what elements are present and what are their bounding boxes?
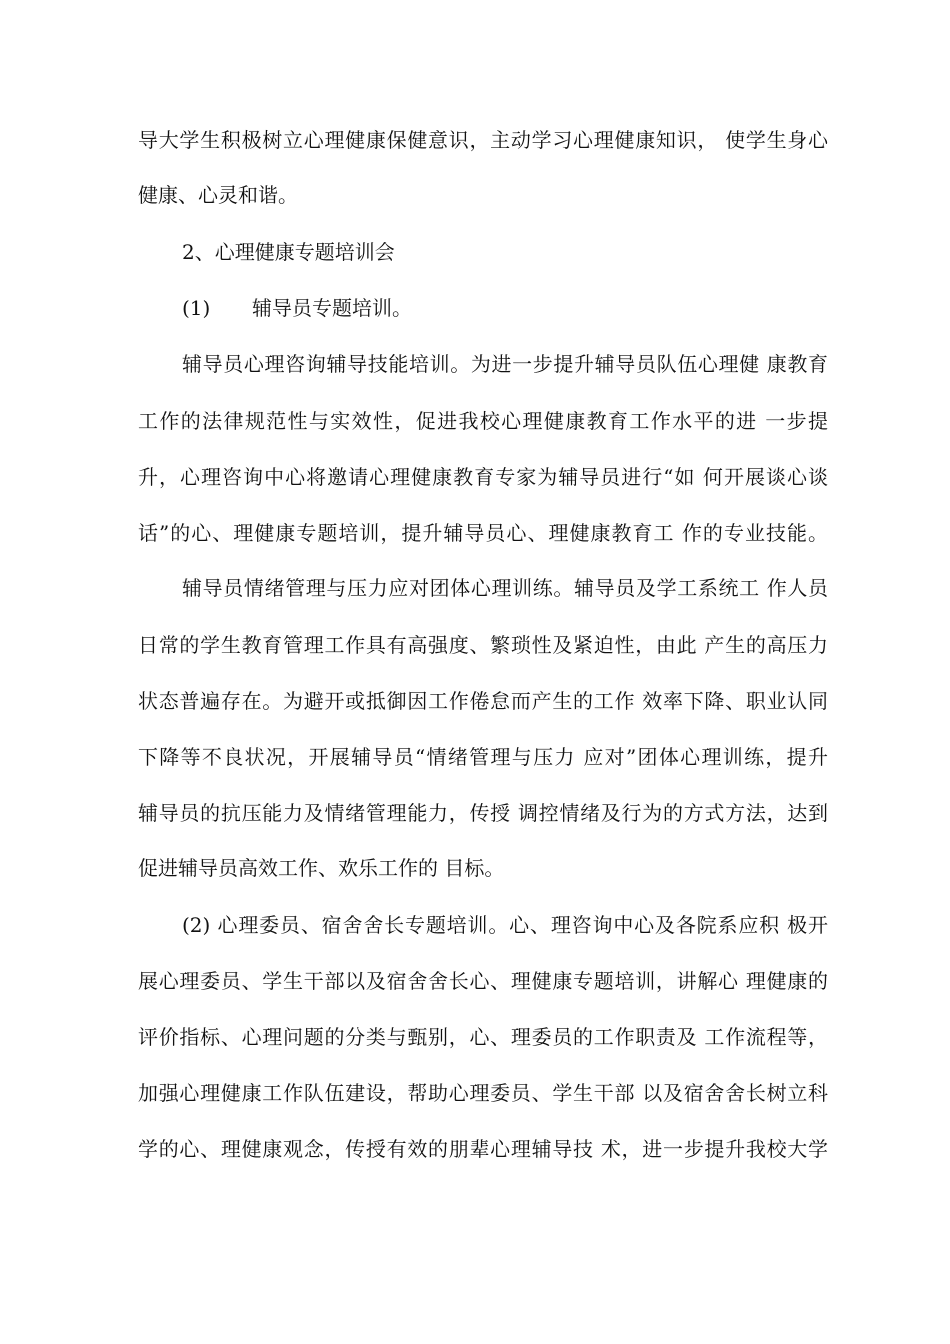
item-number: (1) xyxy=(182,296,211,320)
paragraph-line: 日常的学生教育管理工作具有高强度、繁琐性及紧迫性，由此 产生的高压力 xyxy=(138,633,828,657)
paragraph-line: 学的心、理健康观念，传授有效的朋辈心理辅导技 术，进一步提升我校大学 xyxy=(138,1137,828,1161)
paragraph-line: (2) 心理委员、宿舍舍长专题培训。心、理咨询中心及各院系应积 极开 xyxy=(182,913,828,937)
item-title: 辅导员专题培训。 xyxy=(252,296,412,320)
section-heading: 2、心理健康专题培训会 xyxy=(182,240,395,264)
paragraph-line: 话”的心、理健康专题培训，提升辅导员心、理健康教育工 作的专业技能。 xyxy=(138,521,828,545)
paragraph-line: 状态普遍存在。为避开或抵御因工作倦怠而产生的工作 效率下降、职业认同 xyxy=(138,689,828,713)
paragraph-line: 促进辅导员高效工作、欢乐工作的 目标。 xyxy=(138,856,505,880)
paragraph-line: 健康、心灵和谐。 xyxy=(138,183,298,207)
paragraph-line: 辅导员的抗压能力及情绪管理能力，传授 调控情绪及行为的方式方法，达到 xyxy=(138,801,828,825)
paragraph-line: 评价指标、心理问题的分类与甄别，心、理委员的工作职责及 工作流程等， xyxy=(138,1025,828,1049)
paragraph-line: 下降等不良状况，开展辅导员“情绪管理与压力 应对”团体心理训练，提升 xyxy=(138,745,828,769)
paragraph-line: 升，心理咨询中心将邀请心理健康教育专家为辅导员进行“如 何开展谈心谈 xyxy=(138,465,828,489)
paragraph-line: 工作的法律规范性与实效性，促进我校心理健康教育工作水平的进 一步提 xyxy=(138,409,828,433)
paragraph-line: 导大学生积极树立心理健康保健意识，主动学习心理健康知识， 使学生身心 xyxy=(138,128,828,152)
paragraph-line: 辅导员情绪管理与压力应对团体心理训练。辅导员及学工系统工 作人员 xyxy=(182,576,828,600)
paragraph-line: 辅导员心理咨询辅导技能培训。为进一步提升辅导员队伍心理健 康教育 xyxy=(182,352,828,376)
paragraph-line: 加强心理健康工作队伍建设，帮助心理委员、学生干部 以及宿舍舍长树立科 xyxy=(138,1081,828,1105)
paragraph-line: 展心理委员、学生干部以及宿舍舍长心、理健康专题培训，讲解心 理健康的 xyxy=(138,969,828,993)
